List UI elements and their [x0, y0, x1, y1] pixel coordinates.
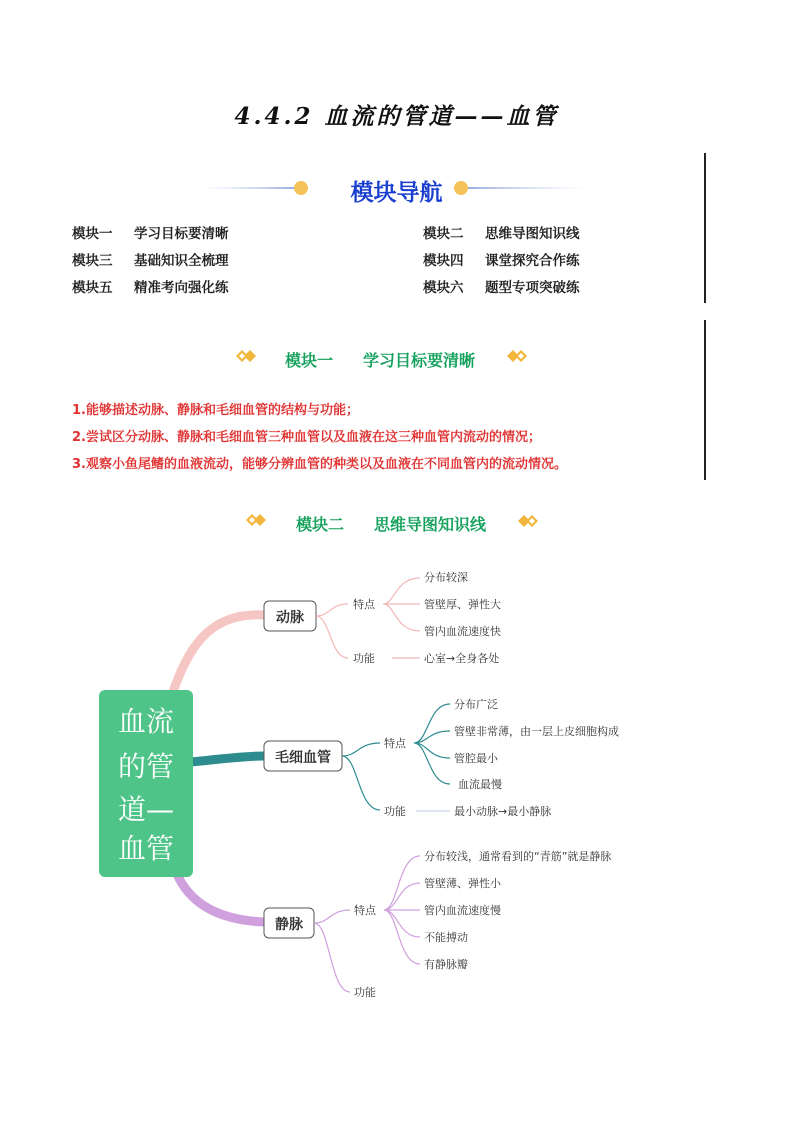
- svg-text:功能: 功能: [354, 986, 376, 999]
- svg-text:管壁薄、弹性小: 管壁薄、弹性小: [424, 877, 501, 890]
- goal-item: 2.尝试区分动脉、静脉和毛细血管三种血管以及血液在这三种血管内流动的情况；: [72, 430, 541, 445]
- svg-text:不能搏动: 不能搏动: [424, 931, 468, 944]
- capillary-branch-line: [190, 756, 264, 762]
- diamond-icon: [246, 513, 270, 531]
- goal-item: 3.观察小鱼尾鳍的血液流动，能够分辨血管的种类以及血液在不同血管内的流动情况。: [72, 457, 567, 472]
- svg-text:管腔最小: 管腔最小: [454, 752, 498, 765]
- svg-text:静脉: 静脉: [275, 917, 303, 933]
- svg-text:功能: 功能: [353, 652, 375, 665]
- artery-group: [264, 570, 501, 665]
- svg-text:分布广泛: 分布广泛: [454, 698, 498, 711]
- nav-item[interactable]: 模块六 题型专项突破练: [423, 280, 580, 296]
- section-title: 模块一 学习目标要清晰: [285, 351, 476, 370]
- diamond-icon: [507, 349, 531, 367]
- svg-text:道—: 道—: [117, 793, 175, 826]
- section-title: 模块二 思维导图知识线: [296, 515, 487, 534]
- svg-text:心室→全身各处: 心室→全身各处: [424, 652, 500, 665]
- svg-text:特点: 特点: [354, 904, 376, 917]
- goal-item: 1.能够描述动脉、静脉和毛细血管的结构与功能；: [72, 403, 359, 418]
- nav-title: 模块导航: [350, 180, 443, 206]
- nav-item[interactable]: 模块二 思维导图知识线: [423, 226, 580, 242]
- svg-text:管壁厚、弹性大: 管壁厚、弹性大: [424, 598, 501, 611]
- capillary-group: [264, 697, 619, 818]
- svg-text:分布较浅，通常看到的“青筋”就是静脉: 分布较浅，通常看到的“青筋”就是静脉: [424, 850, 612, 863]
- svg-text:分布较深: 分布较深: [424, 571, 468, 584]
- svg-text:管内血流速度快: 管内血流速度快: [424, 625, 501, 638]
- svg-text:血流: 血流: [117, 705, 175, 738]
- svg-text:管壁非常薄，由一层上皮细胞构成: 管壁非常薄，由一层上皮细胞构成: [454, 725, 619, 738]
- svg-text:最小动脉→最小静脉: 最小动脉→最小静脉: [454, 805, 552, 818]
- svg-text:的管: 的管: [117, 750, 175, 783]
- vein-group: [264, 849, 611, 999]
- svg-text:动脉: 动脉: [276, 610, 304, 626]
- svg-text:特点: 特点: [384, 737, 406, 750]
- nav-item[interactable]: 模块五 精准考向强化练: [72, 280, 229, 296]
- svg-text:毛细血管: 毛细血管: [275, 750, 331, 766]
- svg-text:功能: 功能: [384, 805, 406, 818]
- nav-item[interactable]: 模块三 基础知识全梳理: [72, 253, 229, 269]
- margin-line: [704, 320, 706, 480]
- nav-item[interactable]: 模块一 学习目标要清晰: [72, 226, 229, 242]
- svg-text:管内血流速度慢: 管内血流速度慢: [424, 904, 501, 917]
- svg-text:有静脉瓣: 有静脉瓣: [424, 958, 468, 971]
- artery-branch-line: [172, 615, 264, 695]
- diamond-icon: [236, 349, 260, 367]
- mind-map: [0, 560, 793, 1010]
- vein-branch-line: [176, 872, 264, 922]
- svg-text:血管: 血管: [117, 832, 175, 865]
- svg-text:血流最慢: 血流最慢: [458, 778, 502, 791]
- diamond-icon: [518, 514, 542, 532]
- nav-item[interactable]: 模块四 课堂探究合作练: [423, 253, 580, 269]
- page-title: 4.4.2 血流的管道——血管: [234, 103, 559, 130]
- svg-text:特点: 特点: [353, 598, 375, 611]
